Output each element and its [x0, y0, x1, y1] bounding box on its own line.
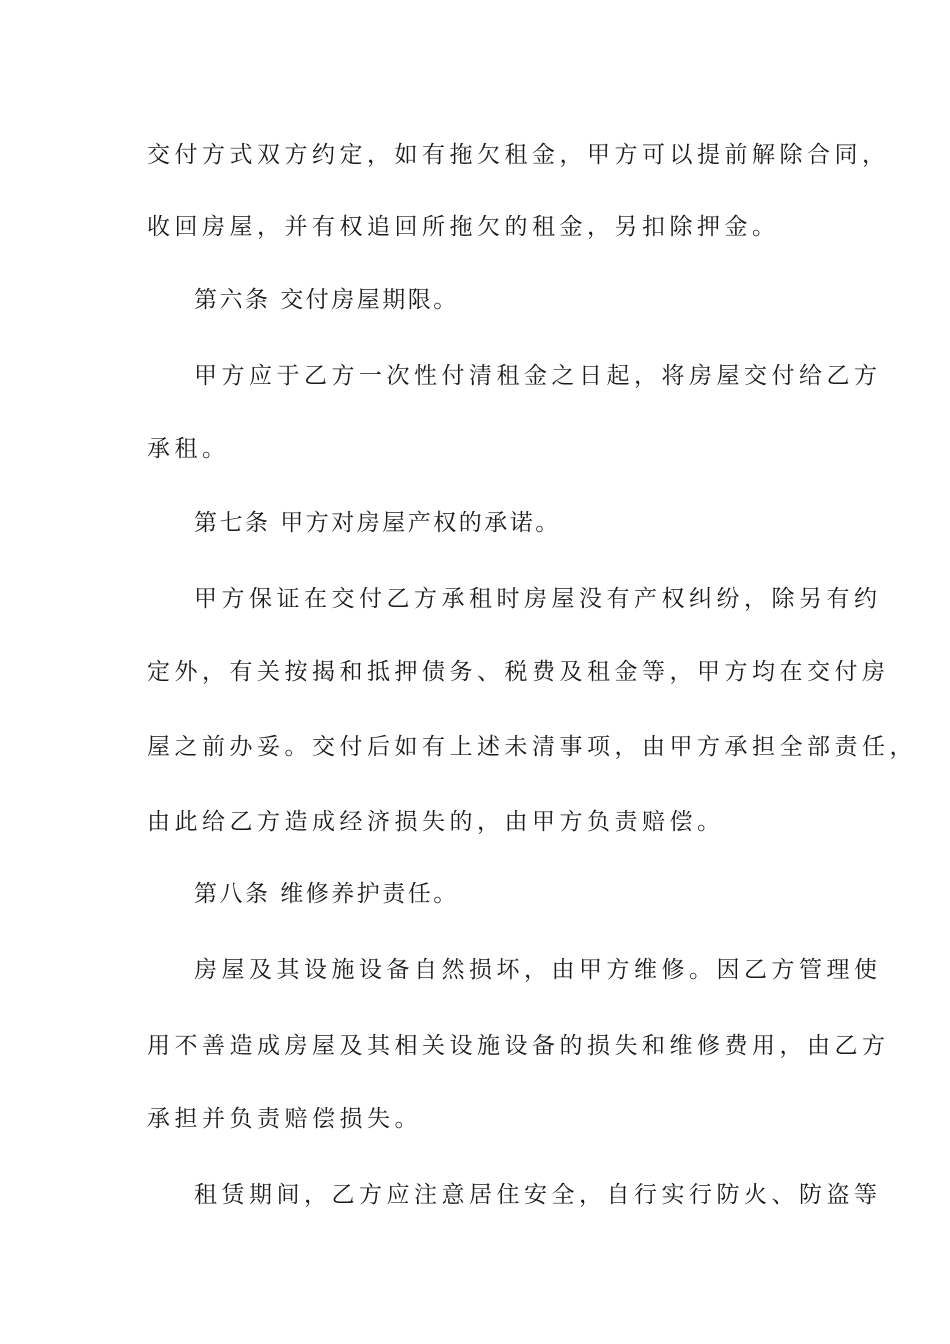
paragraph-line: 承担并负责赔偿损失。 — [147, 1106, 422, 1132]
paragraph-line: 用不善造成房屋及其相关设施设备的损失和维修费用，由乙方 — [147, 1033, 890, 1059]
paragraph-line: 由此给乙方造成经济损失的，由甲方负责赔偿。 — [147, 809, 725, 835]
paragraph-line: 屋之前办妥。交付后如有上述未清事项，由甲方承担全部责任， — [147, 734, 917, 760]
paragraph-line: 房屋及其设施设备自然损坏，由甲方维修。因乙方管理使 — [194, 957, 882, 983]
paragraph-line: 甲方应于乙方一次性付清租金之日起，将房屋交付给乙方 — [194, 363, 882, 389]
paragraph-line: 定外，有关按揭和抵押债务、税费及租金等，甲方均在交付房 — [147, 659, 890, 685]
paragraph-line: 甲方保证在交付乙方承租时房屋没有产权纠纷，除另有约 — [194, 586, 882, 612]
article-heading-6: 第六条 交付房屋期限。 — [194, 287, 459, 313]
article-heading-8: 第八条 维修养护责任。 — [194, 881, 459, 907]
paragraph-line: 租赁期间，乙方应注意居住安全，自行实行防火、防盗等 — [194, 1182, 882, 1208]
paragraph-line: 收回房屋，并有权追回所拖欠的租金，另扣除押金。 — [147, 214, 780, 240]
paragraph-line: 承租。 — [147, 436, 230, 462]
article-heading-7: 第七条 甲方对房屋产权的承诺。 — [194, 510, 561, 536]
paragraph-line: 交付方式双方约定，如有拖欠租金，甲方可以提前解除合同， — [147, 142, 890, 168]
